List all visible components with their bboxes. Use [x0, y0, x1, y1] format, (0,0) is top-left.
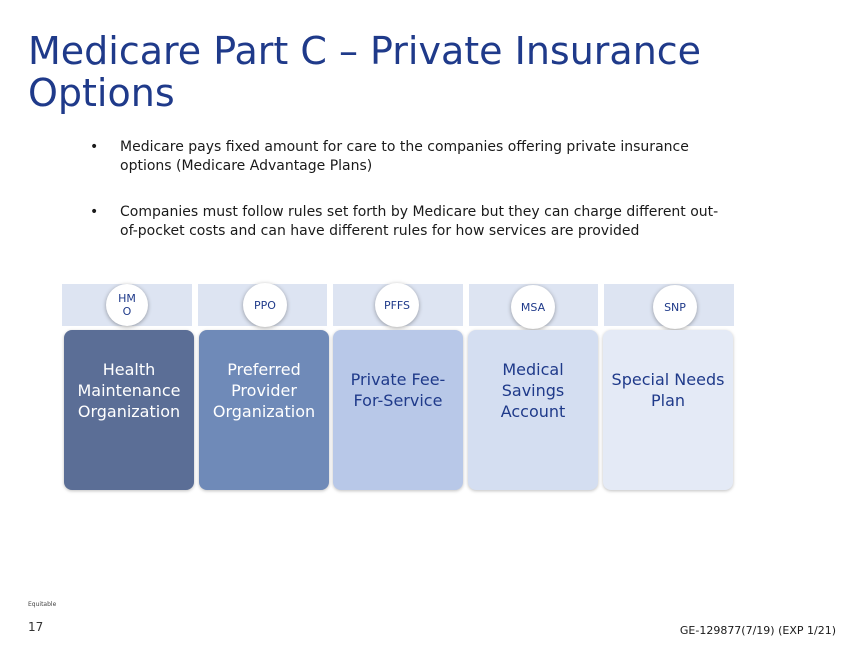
plan-abbr-label: HM O	[118, 292, 136, 318]
plan-card-hmo	[64, 330, 194, 490]
bullet-text: Medicare pays fixed amount for care to the companies offering private insurance options (Medicare Advantage Plans)	[120, 139, 689, 174]
page-number: 17	[28, 620, 44, 634]
plan-card-ppo	[199, 330, 329, 490]
bullet-marker: •	[90, 204, 99, 220]
plan-card-label: Private Fee-For-Service	[350, 370, 446, 410]
plan-abbr-label: PFFS	[383, 298, 411, 312]
bullet-item	[90, 138, 730, 176]
plan-card-label: Special Needs Plan	[611, 370, 725, 410]
footer-brand: Equitable	[28, 601, 57, 608]
bullet-item	[90, 203, 730, 241]
plan-abbr-msa	[511, 285, 555, 329]
plan-card-snp	[603, 330, 733, 490]
bullet-text: Companies must follow rules set forth by Medicare but they can charge different out-of-pocket costs and can have different rules for how services are provided	[120, 204, 719, 239]
plan-abbr-label: SNP	[664, 300, 686, 314]
plan-abbr-snp	[653, 285, 697, 329]
plan-card-msa	[468, 330, 598, 490]
plan-card-label: Preferred Provider Organization	[212, 359, 316, 421]
plan-card-label: Medical Savings Account	[500, 359, 566, 421]
plan-card-label: Health Maintenance Organization	[77, 359, 181, 421]
bullet-marker: •	[90, 139, 99, 155]
bullet-list	[90, 138, 730, 268]
plan-abbr-pffs	[375, 283, 419, 327]
plan-abbr-hmo	[106, 284, 148, 326]
document-code: GE-129877(7/19) (EXP 1/21)	[679, 624, 836, 637]
plan-card-pffs	[333, 330, 463, 490]
plan-abbr-ppo	[243, 283, 287, 327]
plan-abbr-label: MSA	[520, 300, 546, 314]
plan-abbr-label: PPO	[254, 298, 276, 312]
slide-title: Medicare Part C – Private Insurance Options	[28, 29, 702, 115]
